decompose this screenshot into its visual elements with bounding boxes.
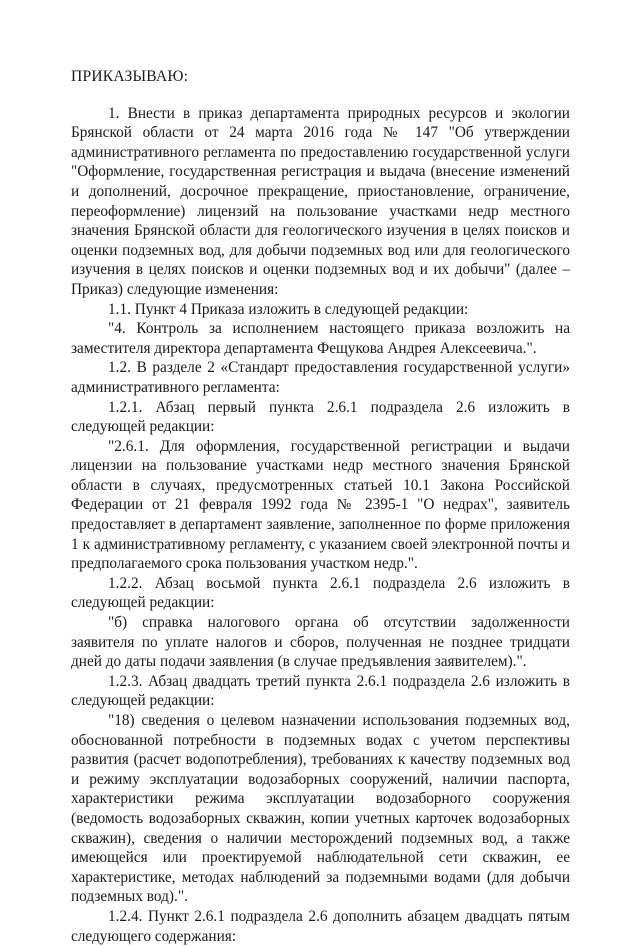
paragraph-item-1-2-4: 1.2.4. Пункт 2.6.1 подраздела 2.6 дополнить абзацем двадцать пятым следующего содержания: <box>71 907 570 945</box>
paragraph-item-1-1: 1.1. Пункт 4 Приказа изложить в следующей редакции: <box>108 300 469 318</box>
paragraph-item-1-2-3: 1.2.3. Абзац двадцать третий пункта 2.6.1 подраздела 2.6 изложить в следующей редакции: <box>71 672 570 710</box>
paragraph-quote-b: "б) справка налогового органа об отсутствии задолженности заявителя по уплате налогов и сборов, полученная не позднее тридцати дней до даты подачи заявления (в случае предъявления заявителем).". <box>71 614 570 671</box>
paragraph-quote-18: "18) сведения о целевом назначении использования подземных вод, обоснованной потребности в подземных водах с учетом перспективы развития (расчет водопотребления), требованиях к качеству подземных вод и режиму эксплуатации водозаборных сооружений, наличии паспорта, характеристики режима эксплуатации водозаборного сооружения (ведомость водозаборных скважин, копии учетных карточек водозаборных скважин), сведения о наличии месторождений подземных вод, а также имеющейся или проектируемой наблюдательной сети скважин, ее характеристике, методах наблюдений за подземными водами (для добычи подземных вод).". <box>71 712 570 906</box>
paragraph-item-1-2: 1.2. В разделе 2 «Стандарт предоставления государственной услуги» административного регламента: <box>71 359 570 396</box>
paragraph-item-1-2-2: 1.2.2. Абзац восьмой пункта 2.6.1 подраздела 2.6 изложить в следующей редакции: <box>71 574 570 612</box>
paragraph-item-1: 1. Внести в приказ департамента природных ресурсов и экологии Брянской области от 24 марта 2016 года № 147 "Об утверждении административного регламента по предоставлению государственной услуги "Оформление, государственная регистрация и выдача (внесение изменений и дополнений, досрочное прекращение, приостановление, ограничение, переоформление) лицензий на пользование участками недр местного значения Брянской области для геологического изучения в целях поисков и оценки подземных вод, для добычи подземных вод или для геологического изучения в целях поисков и оценки подземных вод и их добычи" (далее – Приказ) следующие изменения: <box>71 104 570 298</box>
paragraph-quote-item-4: "4. Контроль за исполнением настоящего приказа возложить на заместителя директора департамента Фещукова Андрея Алексеевича.". <box>71 320 570 357</box>
paragraph-quote-2-6-1: "2.6.1. Для оформления, государственной регистрации и выдачи лицензии на пользование участками недр местного значения Брянской области в случаях, предусмотренных статьей 10.1 Закона Российской Федерации от 21 февраля 1992 года № 2395-1 "О недрах", заявитель предоставляет в департамент заявление, заполненное по форме приложения 1 к административному регламенту, с указанием своей электронной почты и предполагаемого срока пользования участком недр.". <box>71 437 570 573</box>
paragraph-item-1-2-1: 1.2.1. Абзац первый пункта 2.6.1 подраздела 2.6 изложить в следующей редакции: <box>71 398 570 436</box>
document-heading: ПРИКАЗЫВАЮ: <box>71 68 189 85</box>
